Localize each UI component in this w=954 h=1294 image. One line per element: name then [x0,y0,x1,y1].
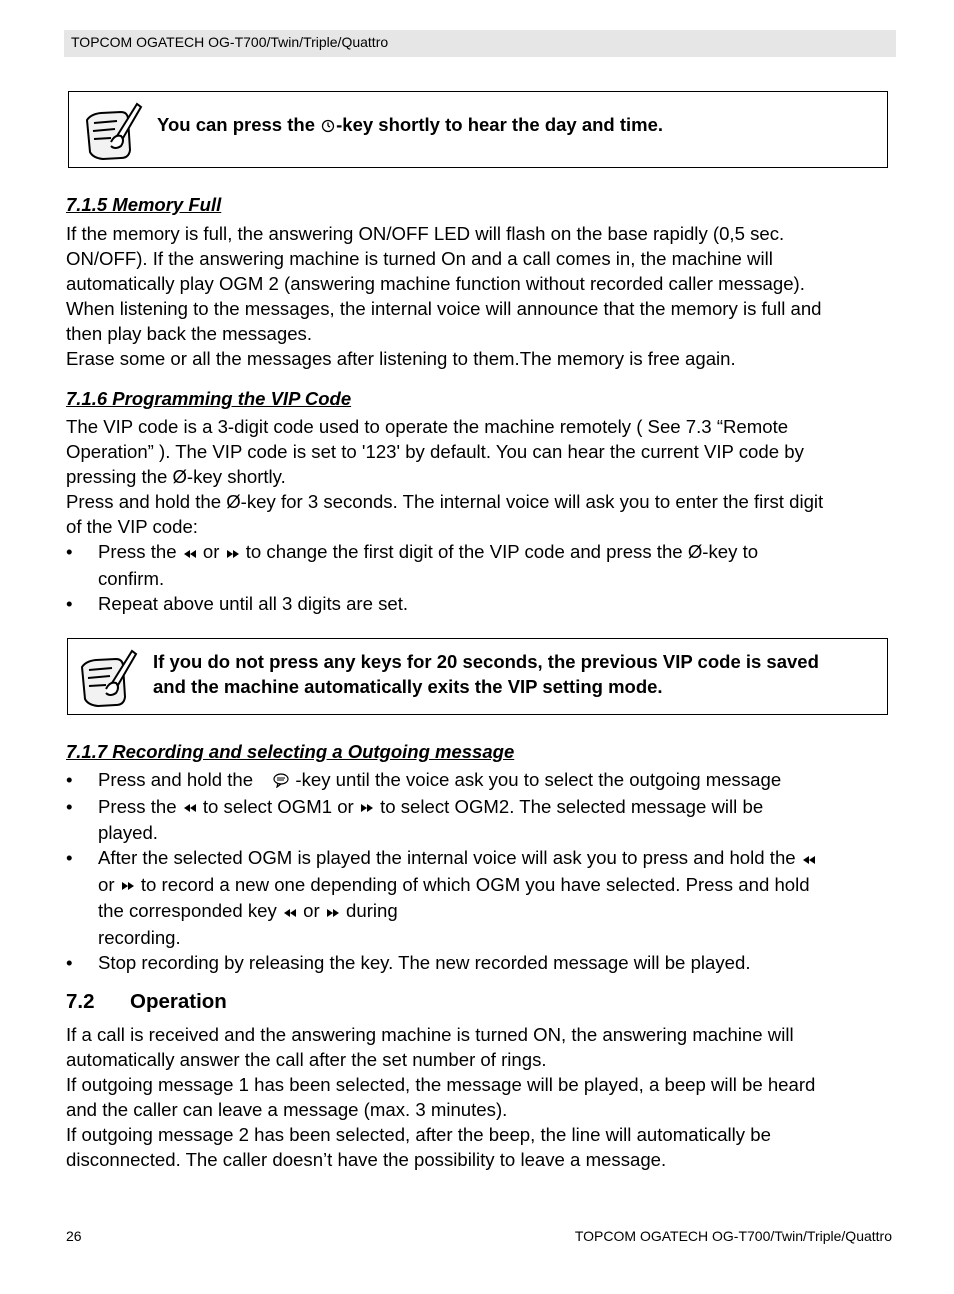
bullet-text: or [98,873,120,895]
footer-title: TOPCOM OGATECH OG-T700/Twin/Triple/Quattro [574,1228,892,1244]
bullet-dot: • [66,541,73,562]
text-line: If a call is received and the answering machine is turned ON, the answering machine will [66,1024,794,1045]
bullet-text: to change the first digit of the VIP code and press the Ø-key to [240,541,759,562]
text-line: disconnected. The caller doesn’t have the possibility to leave a message. [66,1149,667,1170]
note-line: and the machine automatically exits the VIP setting mode. [153,676,663,697]
bullet-text: to select OGM2. The selected message will be [374,795,764,817]
bullet-text: to select OGM1 or [197,795,359,817]
recording-bullets [66,767,896,975]
rewind-icon [282,900,298,925]
vip-code-paragraph [66,414,896,539]
list-item [66,591,896,616]
bullet-text: during [340,900,398,922]
bullet-text: -key until the voice ask you to select the outgoing message [290,769,782,790]
bullet-text: After the selected OGM is played the internal voice will ask you to press and hold the [98,847,801,869]
note-line: If you do not press any keys for 20 seconds, the previous VIP code is saved [153,651,819,672]
text-line: When listening to the messages, the internal voice will announce that the memory is full and [66,298,822,319]
bullet-text: Press the [98,541,182,562]
bullet-text: Press the [98,795,182,817]
bullet-dot: • [66,795,73,817]
bullet-dot: • [66,847,73,869]
text-line: If the memory is full, the answering ON/OFF LED will flash on the base rapidly (0,5 sec. [66,223,785,244]
memory-full-paragraph [66,221,896,371]
text-line: ON/OFF). If the answering machine is turned On and a call comes in, the machine will [66,248,773,269]
clock-icon [320,114,336,139]
bullet-text: Repeat above until all 3 digits are set. [98,592,409,614]
section-name: Operation [130,990,227,1013]
list-item [66,794,896,846]
text-line: pressing the Ø-key shortly. [66,466,286,487]
fast-forward-icon [325,900,341,925]
vip-code-bullets [66,539,896,616]
bullet-text: confirm. [98,567,165,589]
text-line: and the caller can leave a message (max. 3 minutes). [66,1099,508,1120]
fast-forward-icon [225,541,241,566]
bullet-text: or [197,541,225,562]
header-title: TOPCOM OGATECH OG-T700/Twin/Triple/Quattro [71,34,389,50]
bullet-dot: • [66,592,73,614]
text-line: of the VIP code: [66,516,198,537]
bullet-dot: • [66,951,73,973]
bullet-text: Press and hold the [98,769,259,790]
list-item [66,950,896,975]
heading-vip-code: 7.1.6 Programming the VIP Code [66,388,352,409]
list-item [66,767,896,794]
fast-forward-icon [359,795,375,820]
text-line: automatically answer the call after the set number of rings. [66,1049,547,1070]
page-number: 26 [66,1228,82,1244]
text-line: If outgoing message 1 has been selected, the message will be played, a beep will be heard [66,1074,816,1095]
list-item [66,845,896,950]
note-text-before: You can press the [157,114,321,135]
rewind-icon [801,847,817,872]
bullet-text: to record a new one depending of which OGM you have selected. Press and hold [135,873,810,895]
bullet-text: recording. [98,926,181,948]
text-line: Operation” ). The VIP code is set to '123' by default. You can hear the current VIP code by [66,441,804,462]
operation-paragraph [66,1022,896,1172]
note-hand-icon [81,98,145,162]
note-vip-timeout-text [153,649,819,699]
section-number: 7.2 [66,990,95,1013]
section-title-operation [66,990,227,1014]
heading-memory-full: 7.1.5 Memory Full [66,194,222,215]
speech-bubble-icon [272,769,290,794]
bullet-text: played. [98,822,158,844]
text-line: The VIP code is a 3-digit code used to operate the machine remotely ( See 7.3 “Remote [66,416,789,437]
bullet-dot: • [66,769,73,790]
note-day-time-text [157,112,663,139]
text-line: then play back the messages. [66,323,312,344]
heading-recording: 7.1.7 Recording and selecting a Outgoing message [66,741,515,762]
text-line: If outgoing message 2 has been selected, after the beep, the line will automatically be [66,1124,771,1145]
note-text-after: -key shortly to hear the day and time. [336,114,664,135]
text-line: automatically play OGM 2 (answering machine function without recorded caller message). [66,273,805,294]
list-item [66,539,896,591]
text-line: Press and hold the Ø-key for 3 seconds. The internal voice will ask you to enter the first digit [66,491,824,512]
text-line: Erase some or all the messages after listening to them.The memory is free again. [66,348,736,369]
rewind-icon [182,795,198,820]
bullet-text: the corresponded key [98,900,282,922]
note-hand-icon [76,645,140,709]
rewind-icon [182,541,198,566]
bullet-text: Stop recording by releasing the key. The new recorded message will be played. [98,951,751,973]
bullet-text: or [298,900,325,922]
fast-forward-icon [120,873,136,898]
